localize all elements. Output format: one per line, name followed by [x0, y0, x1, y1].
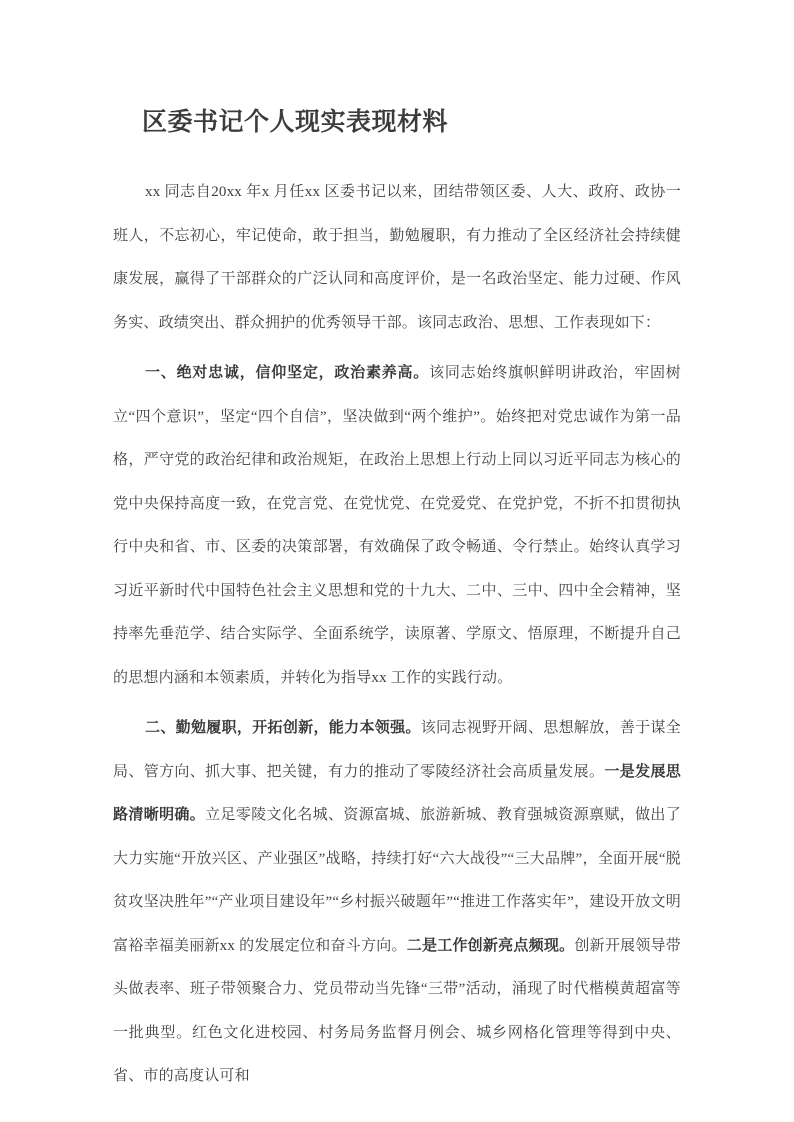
text-run: 该同志始终旗帜鲜明讲政治，牢固树立“四个意识”，坚定“四个自信”，坚决做到“两个维护”。始终把对党忠诚作为第一品格，严守党的政治纪律和政治规矩，在政治上思想上行动上同以习近平同志为核心的党中央保持高度一致，在党言党、在党忧党、在党爱党、在党护党，不折不扣贯彻执行中央和省、市、区委的决策部署，有效确保了政令畅通、令行禁止。始终认真学习习近平新时代中国特色社会主义思想和党的十九大、二中、三中、四中全会精神，坚持率先垂范学、结合实际学、全面系统学，读原著、学原文、悟原理，不断提升自己的思想内涵和本领素质，并转化为指导xx 工作的实践行动。 [113, 365, 682, 686]
document-body [113, 171, 681, 1099]
document-title: 区委书记个人现实表现材料 [142, 109, 449, 136]
bold-text-run: 一是发展思路清晰明确。 [113, 763, 681, 823]
bold-text-run: 二、勤勉履职，开拓创新，能力本领强。 [145, 720, 421, 736]
paragraph [113, 352, 681, 700]
bold-text-run: 一、绝对忠诚，信仰坚定，政治素养高。 [145, 365, 430, 381]
text-run: xx 同志自20xx 年x 月任xx 区委书记以来，团结带领区委、人大、政府、政协一班人，不忘初心，牢记使命，敢于担当，勤勉履职，有力推动了全区经济社会持续健康发展，赢得了干部群众的广泛认同和高度评价，是一名政治坚定、能力过硬、作风务实、政绩突出、群众拥护的优秀领导干部。该同志政治、思想、工作表现如下： [113, 184, 681, 331]
text-run: 立足零陵文化名城、资源富城、旅游新城、教育强城资源禀赋，做出了大力实施“开放兴区、产业强区”战略，持续打好“六大战役”“三大品牌”，全面开展“脱贫攻坚决胜年”“产业项目建设年”“乡村振兴破题年”“推进工作落实年”，建设开放文明富裕幸福美丽新xx 的发展定位和奋斗方向。 [113, 807, 681, 954]
bold-text-run: 二是工作创新亮点频现。 [406, 937, 575, 954]
paragraph [113, 707, 681, 1099]
text-run: 创新开展领导带头做表率、班子带领聚合力、党员带动当先锋“三带”活动，涌现了时代楷模黄超富等一批典型。红色文化进校园、村务局务监督月例会、城乡网格化管理等得到中央、省、市的高度认可和 [113, 937, 682, 1084]
text-run: 该同志视野开阔、思想解放，善于谋全局、管方向、抓大事、把关键，有力的推动了零陵经济社会高质量发展。 [113, 720, 681, 780]
paragraph [113, 171, 681, 345]
